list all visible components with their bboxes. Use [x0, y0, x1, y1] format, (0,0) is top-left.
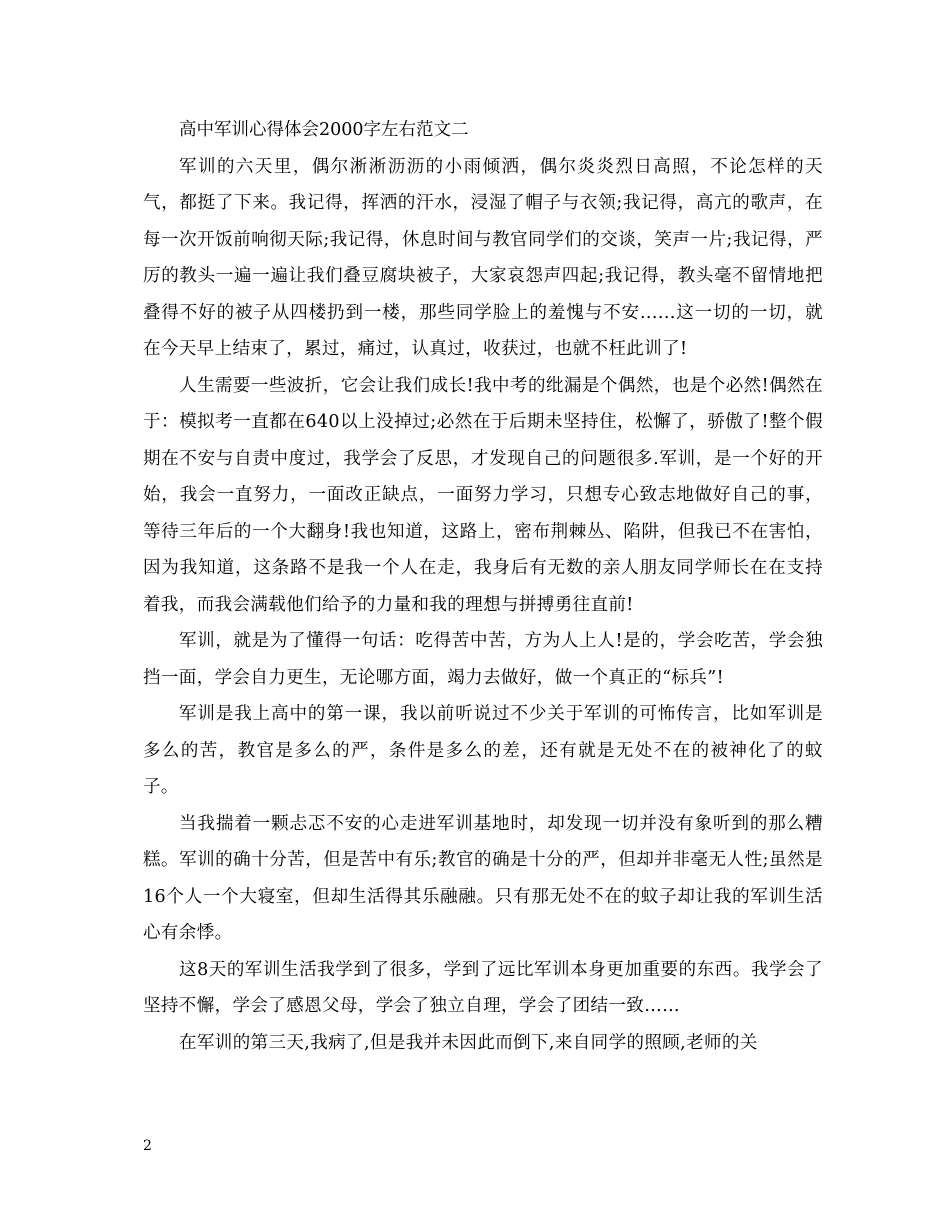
paragraph-1: 军训的六天里，偶尔淅淅沥沥的小雨倾洒，偶尔炎炎烈日高照，不论怎样的天气，都挺了下来。我记得，挥洒的汗水，浸湿了帽子与衣领;我记得，高亢的歌声，在每一次开饭前响彻天际;我记得，休息时间与教官同学们的交谈，笑声一片;我记得，严厉的教头一遍一遍让我们叠豆腐块被子，大家哀怨声四起;我记得，教头毫不留情地把叠得不好的被子从四楼扔到一楼，那些同学脸上的羞愧与不安......这一切的一切，就在今天早上结束了，累过，痛过，认真过，收获过，也就不枉此训了!: [143, 156, 823, 359]
paragraph-6: 这8天的军训生活我学到了很多，学到了远比军训本身更加重要的东西。我学会了坚持不懈，学会了感恩父母，学会了独立自理，学会了团结一致……: [143, 959, 823, 1016]
paragraph-3: 军训，就是为了懂得一句话：吃得苦中苦，方为人上人!是的，学会吃苦，学会独挡一面，学会自力更生，无论哪方面，竭力去做好，做一个真正的“标兵”!: [143, 631, 823, 688]
paragraph-5: 当我揣着一颗忐忑不安的心走进军训基地时，却发现一切并没有象听到的那么糟糕。军训的确十分苦，但是苦中有乐;教官的确是十分的严，但却并非毫无人性;虽然是16个人一个大寝室，但却生活得其乐融融。只有那无处不在的蚊子却让我的军训生活心有余悸。: [143, 813, 823, 943]
paragraph-7: 在军训的第三天,我病了,但是我并未因此而倒下,来自同学的照顾,老师的关: [179, 1032, 758, 1053]
page-number: 2: [143, 1138, 152, 1154]
paragraph-4: 军训是我上高中的第一课，我以前听说过不少关于军训的可怖传言，比如军训是多么的苦，教官是多么的严，条件是多么的差，还有就是无处不在的被神化了的蚊子。: [143, 704, 823, 797]
document-body: [143, 112, 823, 1061]
document-title: 高中军训心得体会2000字左右范文二: [179, 120, 469, 140]
paragraph-2: 人生需要一些波折，它会让我们成长!我中考的纰漏是个偶然，也是个必然!偶然在于：模拟考一直都在640以上没掉过;必然在于后期未坚持住，松懈了，骄傲了!整个假期在不安与自责中度过，我学会了反思，才发现自己的问题很多.军训，是一个好的开始，我会一直努力，一面改正缺点，一面努力学习，只想专心致志地做好自己的事，等待三年后的一个大翻身!我也知道，这路上，密布荆棘丛、陷阱，但我已不在害怕，因为我知道，这条路不是我一个人在走，我身后有无数的亲人朋友同学师长在在支持着我，而我会满载他们给予的力量和我的理想与拼搏勇往直前!: [143, 375, 823, 615]
